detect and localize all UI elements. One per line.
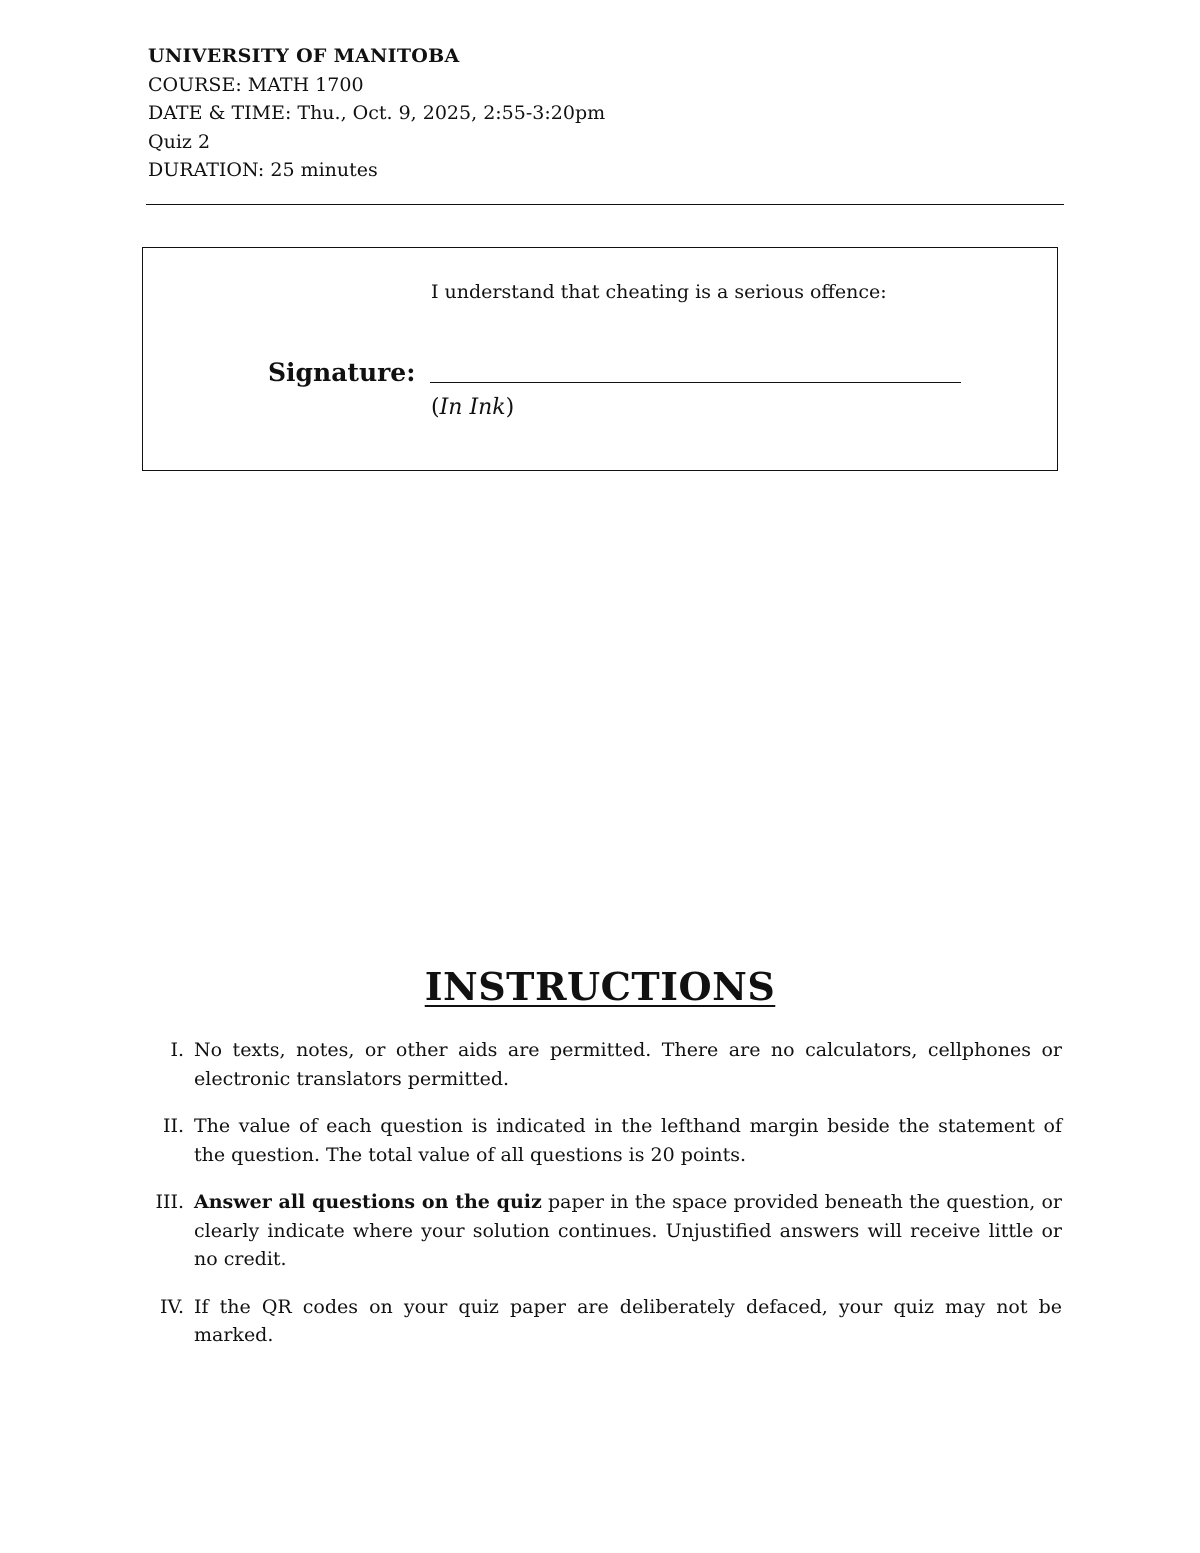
instruction-item-2 xyxy=(140,1112,1062,1169)
signature-label: Signature: xyxy=(268,358,416,387)
in-ink-note xyxy=(431,395,514,420)
datetime-line: DATE & TIME: Thu., Oct. 9, 2025, 2:55-3:20pm xyxy=(148,102,606,124)
instructions-list xyxy=(140,1036,1062,1369)
instruction-text: paper in the space provided beneath the question, or clearly indicate where your solution continues. Unjustified answers will receive little or no credit. xyxy=(194,1191,1062,1270)
duration-line: DURATION: 25 minutes xyxy=(148,159,378,181)
in-ink-open-paren: ( xyxy=(431,395,440,420)
instructions-title xyxy=(0,964,1200,1009)
instruction-number: I. xyxy=(170,1039,184,1061)
instruction-bold-text: Answer all questions on the quiz xyxy=(194,1191,542,1213)
instruction-item-3 xyxy=(140,1188,1062,1274)
instruction-text: No texts, notes, or other aids are permitted. There are no calculators, cellphones or electronic translators permitted. xyxy=(194,1039,1062,1090)
university-name: UNIVERSITY OF MANITOBA xyxy=(148,45,460,67)
exam-header xyxy=(148,42,605,185)
instruction-item-1 xyxy=(140,1036,1062,1093)
instruction-number: III. xyxy=(155,1191,184,1213)
course-line: COURSE: MATH 1700 xyxy=(148,73,364,96)
signature-line[interactable] xyxy=(430,382,961,383)
instruction-text: If the QR codes on your quiz paper are deliberately defaced, your quiz may not be marked. xyxy=(194,1295,1062,1346)
in-ink-close-paren: ) xyxy=(505,395,515,420)
header-divider xyxy=(146,204,1064,205)
instruction-text: The value of each question is indicated in the lefthand margin beside the statement of the question. The total value of all questions is 20 points. xyxy=(194,1115,1062,1166)
instruction-number: II. xyxy=(162,1115,184,1137)
in-ink-text: In Ink xyxy=(439,395,506,420)
quiz-line: Quiz 2 xyxy=(148,130,211,153)
honesty-statement: I understand that cheating is a serious offence: xyxy=(431,281,887,303)
instruction-number: IV. xyxy=(160,1295,184,1318)
instruction-item-4 xyxy=(140,1293,1062,1350)
signature-box xyxy=(142,247,1058,471)
instructions-title-text: INSTRUCTIONS xyxy=(424,964,776,1009)
